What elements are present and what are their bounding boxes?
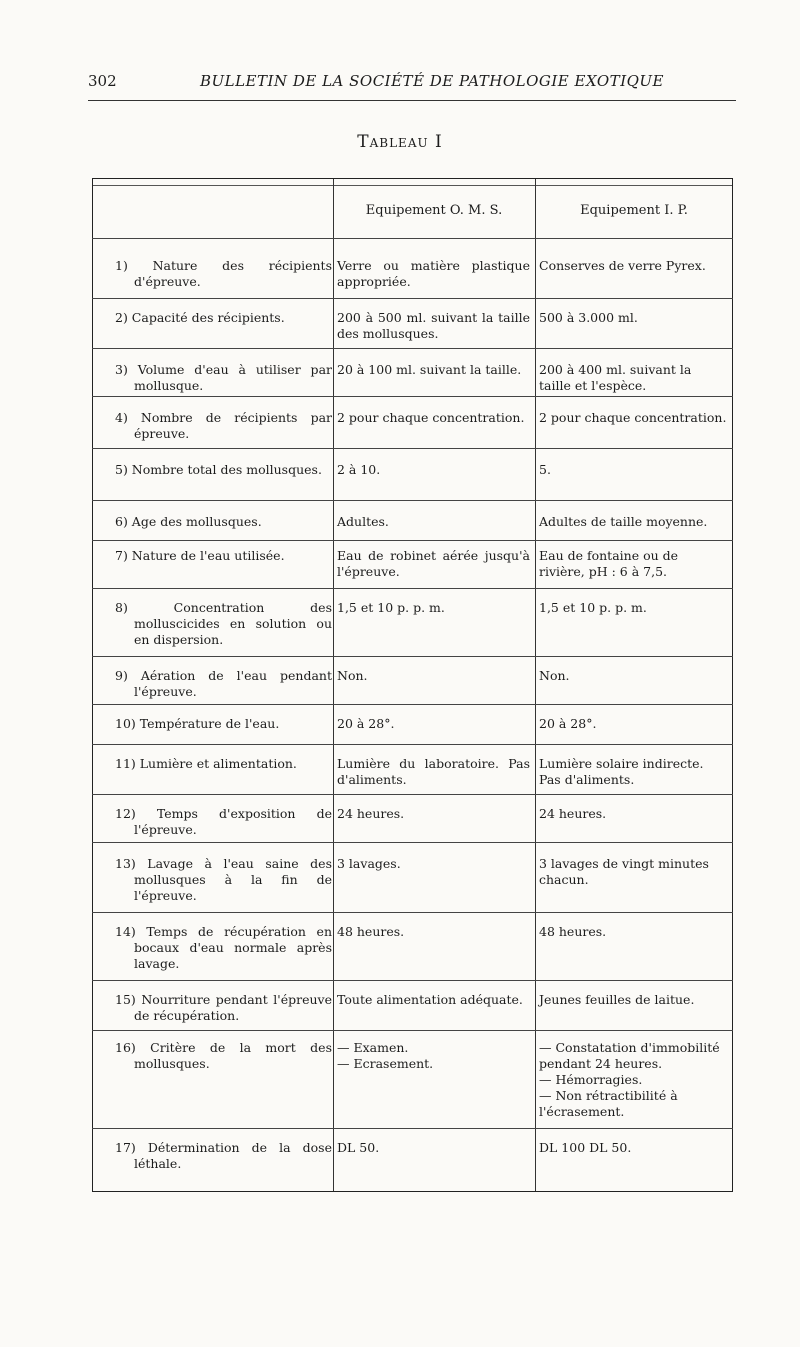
row-divider	[92, 980, 733, 981]
header-divider	[92, 238, 733, 239]
cell-oms: 3 lavages.	[337, 856, 401, 871]
cell-ip	[539, 1040, 727, 1120]
row-label: 5) Nombre total des mollusques.	[115, 462, 322, 477]
row-label: 12) Temps d'exposition de l'épreuve.	[115, 806, 332, 837]
cell-ip: 48 heures.	[539, 924, 607, 939]
cell-oms: 200 à 500 ml. suivant la taille des mollusques.	[337, 310, 530, 341]
cell-oms: Adultes.	[337, 514, 389, 529]
cell-ip: Lumière solaire indirecte. Pas d'aliments.	[539, 756, 704, 787]
row-divider	[92, 540, 733, 541]
cell-oms: Verre ou matière plastique appropriée.	[337, 258, 530, 289]
cell-line: — Examen.	[337, 1040, 409, 1055]
row-divider	[92, 744, 733, 745]
row-label: 3) Volume d'eau à utiliser par mollusque.	[115, 362, 332, 393]
row-label: 2) Capacité des récipients.	[115, 310, 285, 325]
row-label: 4) Nombre de récipients par épreuve.	[115, 410, 332, 441]
cell-line: — Hémorragies.	[539, 1072, 643, 1087]
cell-oms: Eau de robinet aérée jusqu'à l'épreuve.	[337, 548, 530, 579]
header-rule	[88, 100, 736, 101]
cell-ip: 3 lavages de vingt minutes chacun.	[539, 856, 709, 887]
row-label: 14) Temps de récupération en bocaux d'eau normale après lavage.	[115, 924, 332, 971]
row-label: 10) Température de l'eau.	[115, 716, 280, 731]
row-divider	[92, 656, 733, 657]
row-label: 1) Nature des récipients d'épreuve.	[115, 258, 332, 289]
cell-ip: 5.	[539, 462, 551, 477]
cell-oms: 1,5 et 10 p. p. m.	[337, 600, 445, 615]
running-title: BULLETIN DE LA SOCIÉTÉ DE PATHOLOGIE EXOTIQUE	[199, 72, 665, 90]
row-divider	[92, 1128, 733, 1129]
cell-ip: Conserves de verre Pyrex.	[539, 258, 706, 273]
row-divider	[92, 396, 733, 397]
column-header-oms: Equipement O. M. S.	[365, 203, 503, 218]
row-divider	[92, 298, 733, 299]
cell-oms: DL 50.	[337, 1140, 380, 1155]
row-divider	[92, 448, 733, 449]
cell-oms: Non.	[337, 668, 368, 683]
cell-oms	[337, 1040, 530, 1072]
row-label: 11) Lumière et alimentation.	[115, 756, 297, 771]
cell-ip: 1,5 et 10 p. p. m.	[539, 600, 647, 615]
cell-oms: 2 pour chaque concentration.	[337, 410, 525, 425]
row-label: 6) Age des mollusques.	[115, 514, 262, 529]
row-label: 9) Aération de l'eau pendant l'épreuve.	[115, 668, 332, 699]
cell-line: — Non rétractibilité à l'écrasement.	[539, 1088, 678, 1119]
cell-ip: DL 100 DL 50.	[539, 1140, 632, 1155]
row-label: 17) Détermination de la dose léthale.	[115, 1140, 332, 1171]
cell-ip: Adultes de taille moyenne.	[539, 514, 708, 529]
cell-oms: 48 heures.	[337, 924, 405, 939]
row-divider	[92, 500, 733, 501]
cell-ip: 200 à 400 ml. suivant la taille et l'espèce.	[539, 362, 692, 393]
row-label: 16) Critère de la mort des mollusques.	[115, 1040, 332, 1071]
row-divider	[92, 348, 733, 349]
row-divider	[92, 912, 733, 913]
row-label: 7) Nature de l'eau utilisée.	[115, 548, 285, 563]
row-label: 8) Concentration des molluscicides en solution ou en dispersion.	[115, 600, 332, 647]
cell-oms: 20 à 28°.	[337, 716, 395, 731]
column-header-ip: Equipement I. P.	[580, 203, 688, 218]
row-divider	[92, 794, 733, 795]
row-divider	[92, 704, 733, 705]
row-divider	[92, 1030, 733, 1031]
cell-ip: 20 à 28°.	[539, 716, 597, 731]
cell-ip: 2 pour chaque concentration.	[539, 410, 727, 425]
row-divider	[92, 588, 733, 589]
table-title: Tableau I	[357, 132, 443, 152]
cell-oms: 24 heures.	[337, 806, 405, 821]
row-divider	[92, 842, 733, 843]
cell-oms: 20 à 100 ml. suivant la taille.	[337, 362, 522, 377]
cell-line: — Ecrasement.	[337, 1056, 434, 1071]
cell-oms: Toute alimentation adéquate.	[337, 992, 523, 1007]
cell-ip: Non.	[539, 668, 570, 683]
cell-oms: 2 à 10.	[337, 462, 381, 477]
cell-ip: Jeunes feuilles de laitue.	[539, 992, 695, 1007]
page-number: 302	[88, 72, 117, 90]
cell-ip: Eau de fontaine ou de rivière, pH : 6 à 7,5.	[539, 548, 679, 579]
cell-ip: 500 à 3.000 ml.	[539, 310, 638, 325]
cell-oms: Lumière du laboratoire. Pas d'aliments.	[337, 756, 530, 787]
cell-line: — Constatation d'immobilité pendant 24 heures.	[539, 1040, 720, 1071]
page-header	[88, 72, 736, 94]
row-label: 15) Nourriture pendant l'épreuve de récupération.	[115, 992, 332, 1023]
cell-ip: 24 heures.	[539, 806, 607, 821]
row-label: 13) Lavage à l'eau saine des mollusques à la fin de l'épreuve.	[115, 856, 332, 903]
